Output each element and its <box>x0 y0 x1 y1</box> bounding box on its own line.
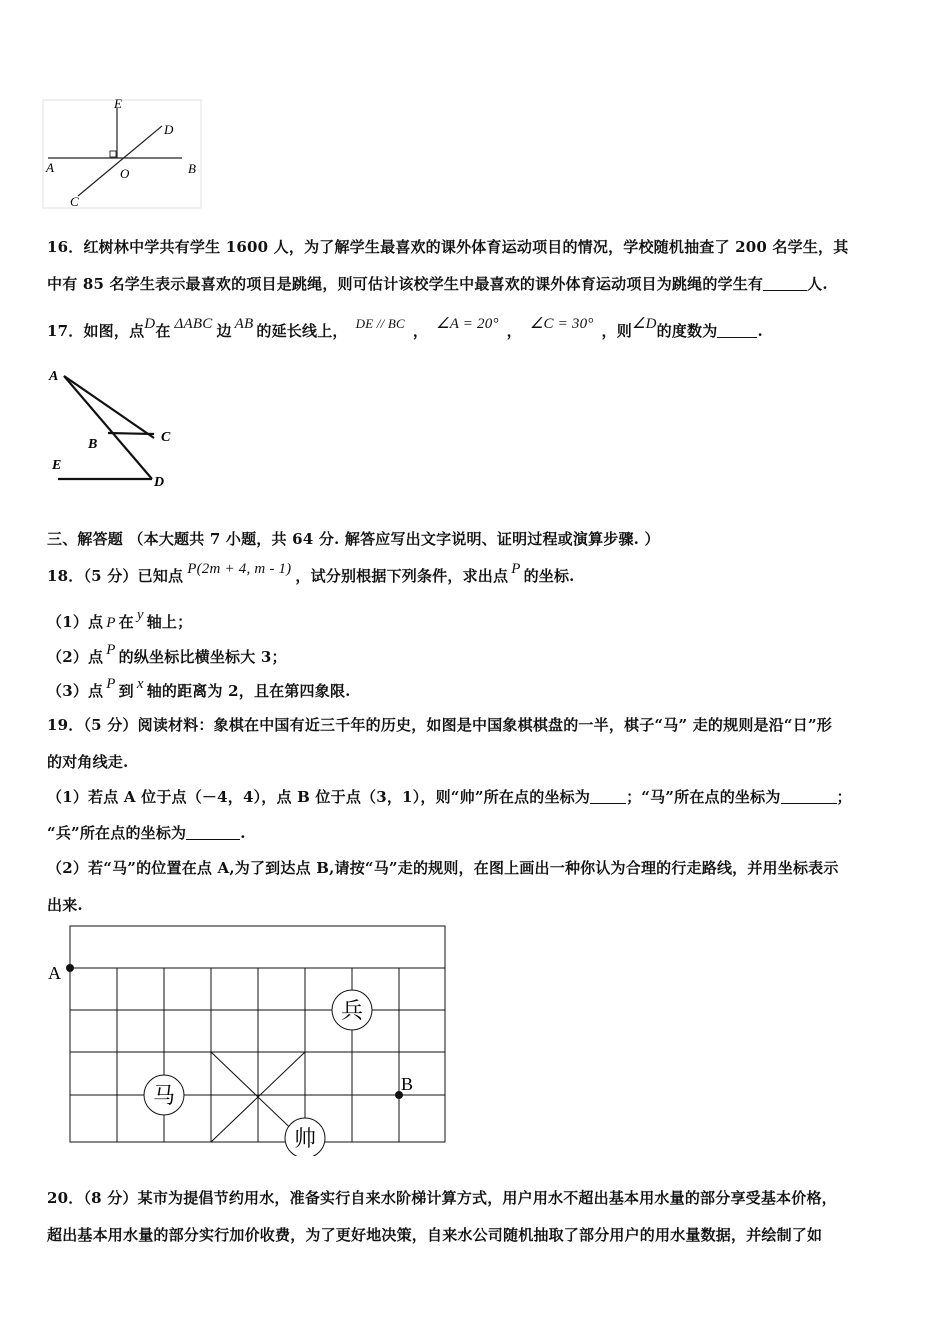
q20-line1: 20．（8 分）某市为提倡节约用水，准备实行自来水阶梯计算方式，用户用水不超出基本用水量的部分享受基本价格， <box>47 1189 837 1207</box>
q19-part1-line2: “兵”所在点的坐标为 . <box>47 824 246 842</box>
label-b: B <box>188 161 196 176</box>
label-d: D <box>154 475 165 490</box>
answer-blank[interactable] <box>781 790 837 804</box>
answer-blank[interactable] <box>590 790 626 804</box>
triangle-figure <box>44 362 184 490</box>
segment-bc <box>108 433 154 434</box>
q19-part2-line1: （2）若“马”的位置在点 A,为了到达点 B,请按“马”走的规则，在图上画出一种你认为合理的行走路线，并用坐标表示 <box>47 859 839 877</box>
q18-stem: 18．（5 分）已知点 P(2m + 4, m - 1) ，试分别根据下列条件，求出点 P 的坐标. <box>47 561 575 585</box>
answer-blank[interactable] <box>717 324 757 338</box>
label-d: D <box>164 122 174 137</box>
q20-line2: 超出基本用水量的部分实行加价收费，为了更好地决策，自来水公司随机抽取了部分用户的用水量数据，并绘制了如 <box>47 1226 823 1244</box>
label-c: C <box>70 194 79 209</box>
section-title: 三、解答题 （本大题共 7 小题，共 64 分. 解答应写出文字说明、证明过程或演算步骤. ） <box>47 530 660 548</box>
piece-ma[interactable] <box>144 1075 184 1115</box>
q19-part1-line1: （1）若点 A 位于点（－4，4），点 B 位于点（3，1），则“帅”所在点的坐标为 ；“马”所在点的坐标为 ； <box>47 788 852 806</box>
q16-line2: 中有 85 名学生表示最喜欢的项目是跳绳，则可估计该校学生中最喜欢的课外体育运动项目为跳绳的学生有 人. <box>47 275 828 293</box>
label-o: O <box>120 166 130 181</box>
point-a <box>66 964 74 972</box>
label-b: B <box>88 437 98 452</box>
label-e: E <box>52 458 62 473</box>
label-a: A <box>46 160 54 175</box>
label-a: A <box>48 963 61 983</box>
label-e: E <box>114 96 122 111</box>
svg-text:帅: 帅 <box>293 1126 317 1151</box>
label-b: B <box>401 1074 414 1094</box>
label-c: C <box>161 430 171 445</box>
right-angle-mark <box>110 151 116 157</box>
answer-blank[interactable] <box>186 826 240 840</box>
q16-line1: 16．红树林中学共有学生 1600 人，为了解学生最喜欢的课外体育运动项目的情况，学校随机抽查了 200 名学生，其 <box>47 238 849 256</box>
answer-blank[interactable] <box>763 277 807 291</box>
q17-line: 17．如图，点D在 ΔABC 边 AB 的延长线上， DE // BC ， ∠A = 20° ， ∠C = 30° ，则∠D的度数为 . <box>47 316 763 340</box>
q19-part2-line2: 出来. <box>47 896 83 914</box>
chess-board[interactable] <box>44 922 454 1156</box>
svg-text:兵: 兵 <box>340 998 364 1023</box>
label-a: A <box>49 369 59 384</box>
line-cd <box>78 126 162 196</box>
q18-part2: （2）点 P 的纵坐标比横坐标大 3； <box>47 642 287 666</box>
q19-line1: 19．（5 分）阅读材料：象棋在中国有近三千年的历史，如图是中国象棋棋盘的一半，棋子“马” 走的规则是沿“日”形 <box>47 716 832 734</box>
angle-figure <box>40 96 210 214</box>
piece-bing[interactable] <box>332 990 372 1030</box>
piece-shuai[interactable] <box>285 1118 325 1156</box>
q18-part3: （3）点 P 到 x 轴的距离为 2，且在第四象限. <box>47 676 351 700</box>
q19-line2: 的对角线走. <box>47 753 129 771</box>
q18-part1: （1）点 P 在 y 轴上； <box>47 607 193 631</box>
svg-text:马: 马 <box>152 1083 176 1108</box>
